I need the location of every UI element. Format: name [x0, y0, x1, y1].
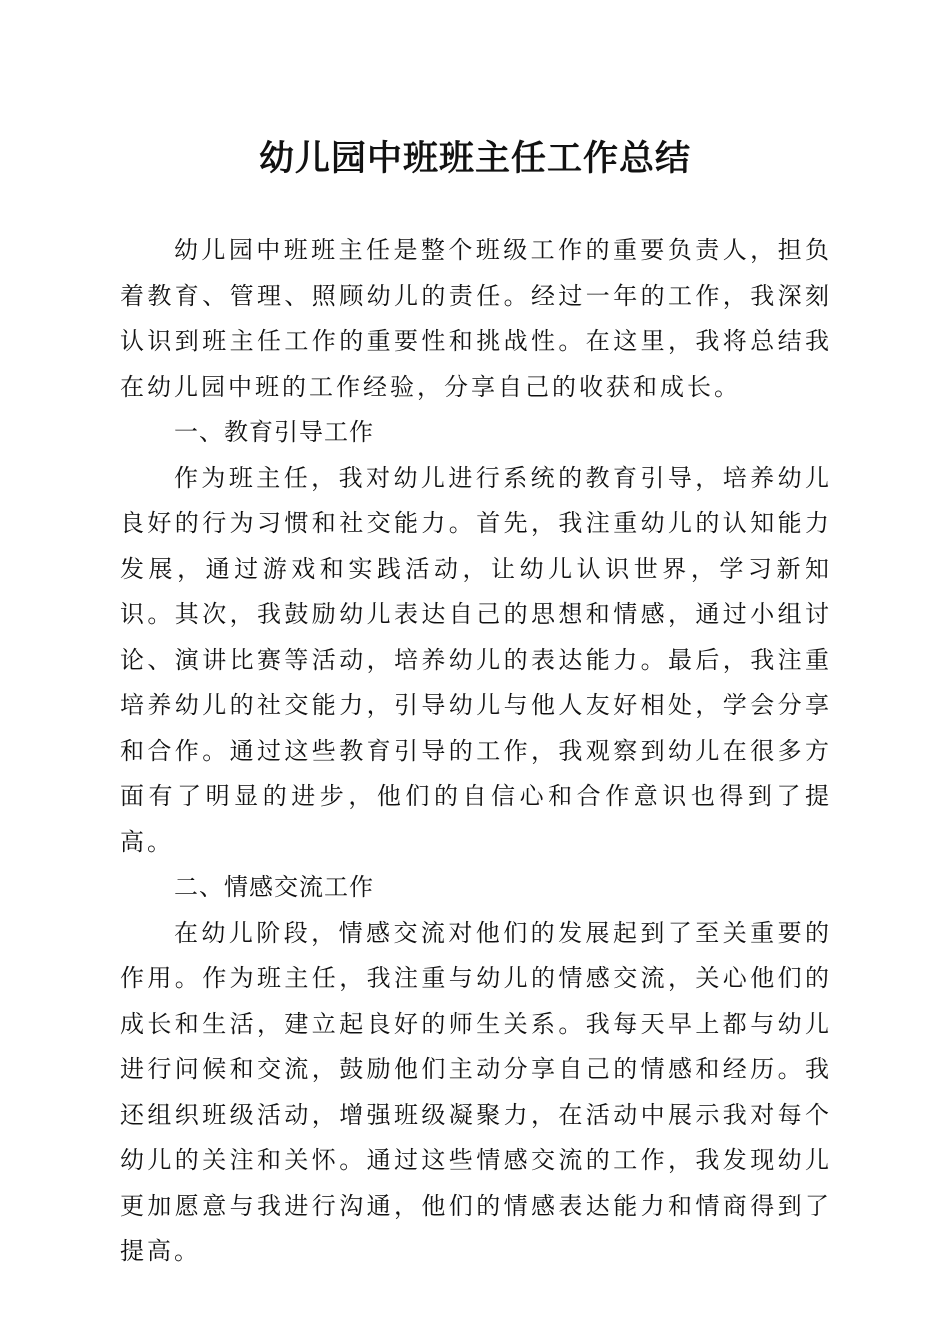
intro-paragraph: 幼儿园中班班主任是整个班级工作的重要负责人，担负着教育、管理、照顾幼儿的责任。经过一年的工作，我深刻认识到班主任工作的重要性和挑战性。在这里，我将总结我在幼儿园中班的工作经验，分享自己的收获和成长。: [120, 236, 832, 401]
section-heading-emotion: 二、情感交流工作: [174, 873, 374, 901]
section-body-education: 作为班主任，我对幼儿进行系统的教育引导，培养幼儿良好的行为习惯和社交能力。首先，我注重幼儿的认知能力发展，通过游戏和实践活动，让幼儿认识世界，学习新知识。其次，我鼓励幼儿表达自己的思想和情感，通过小组讨论、演讲比赛等活动，培养幼儿的表达能力。最后，我注重培养幼儿的社交能力，引导幼儿与他人友好相处，学会分享和合作。通过这些教育引导的工作，我观察到幼儿在很多方面有了明显的进步，他们的自信心和合作意识也得到了提高。: [120, 463, 832, 856]
section-body-emotion: 在幼儿阶段，情感交流对他们的发展起到了至关重要的作用。作为班主任，我注重与幼儿的情感交流，关心他们的成长和生活，建立起良好的师生关系。我每天早上都与幼儿进行问候和交流，鼓励他们主动分享自己的情感和经历。我还组织班级活动，增强班级凝聚力，在活动中展示我对每个幼儿的关注和关怀。通过这些情感交流的工作，我发现幼儿更加愿意与我进行沟通，他们的情感表达能力和情商得到了提高。: [120, 918, 832, 1265]
document-title: 幼儿园中班班主任工作总结: [258, 139, 691, 179]
document-body: [120, 228, 832, 1275]
section-heading-education: 一、教育引导工作: [174, 418, 374, 446]
